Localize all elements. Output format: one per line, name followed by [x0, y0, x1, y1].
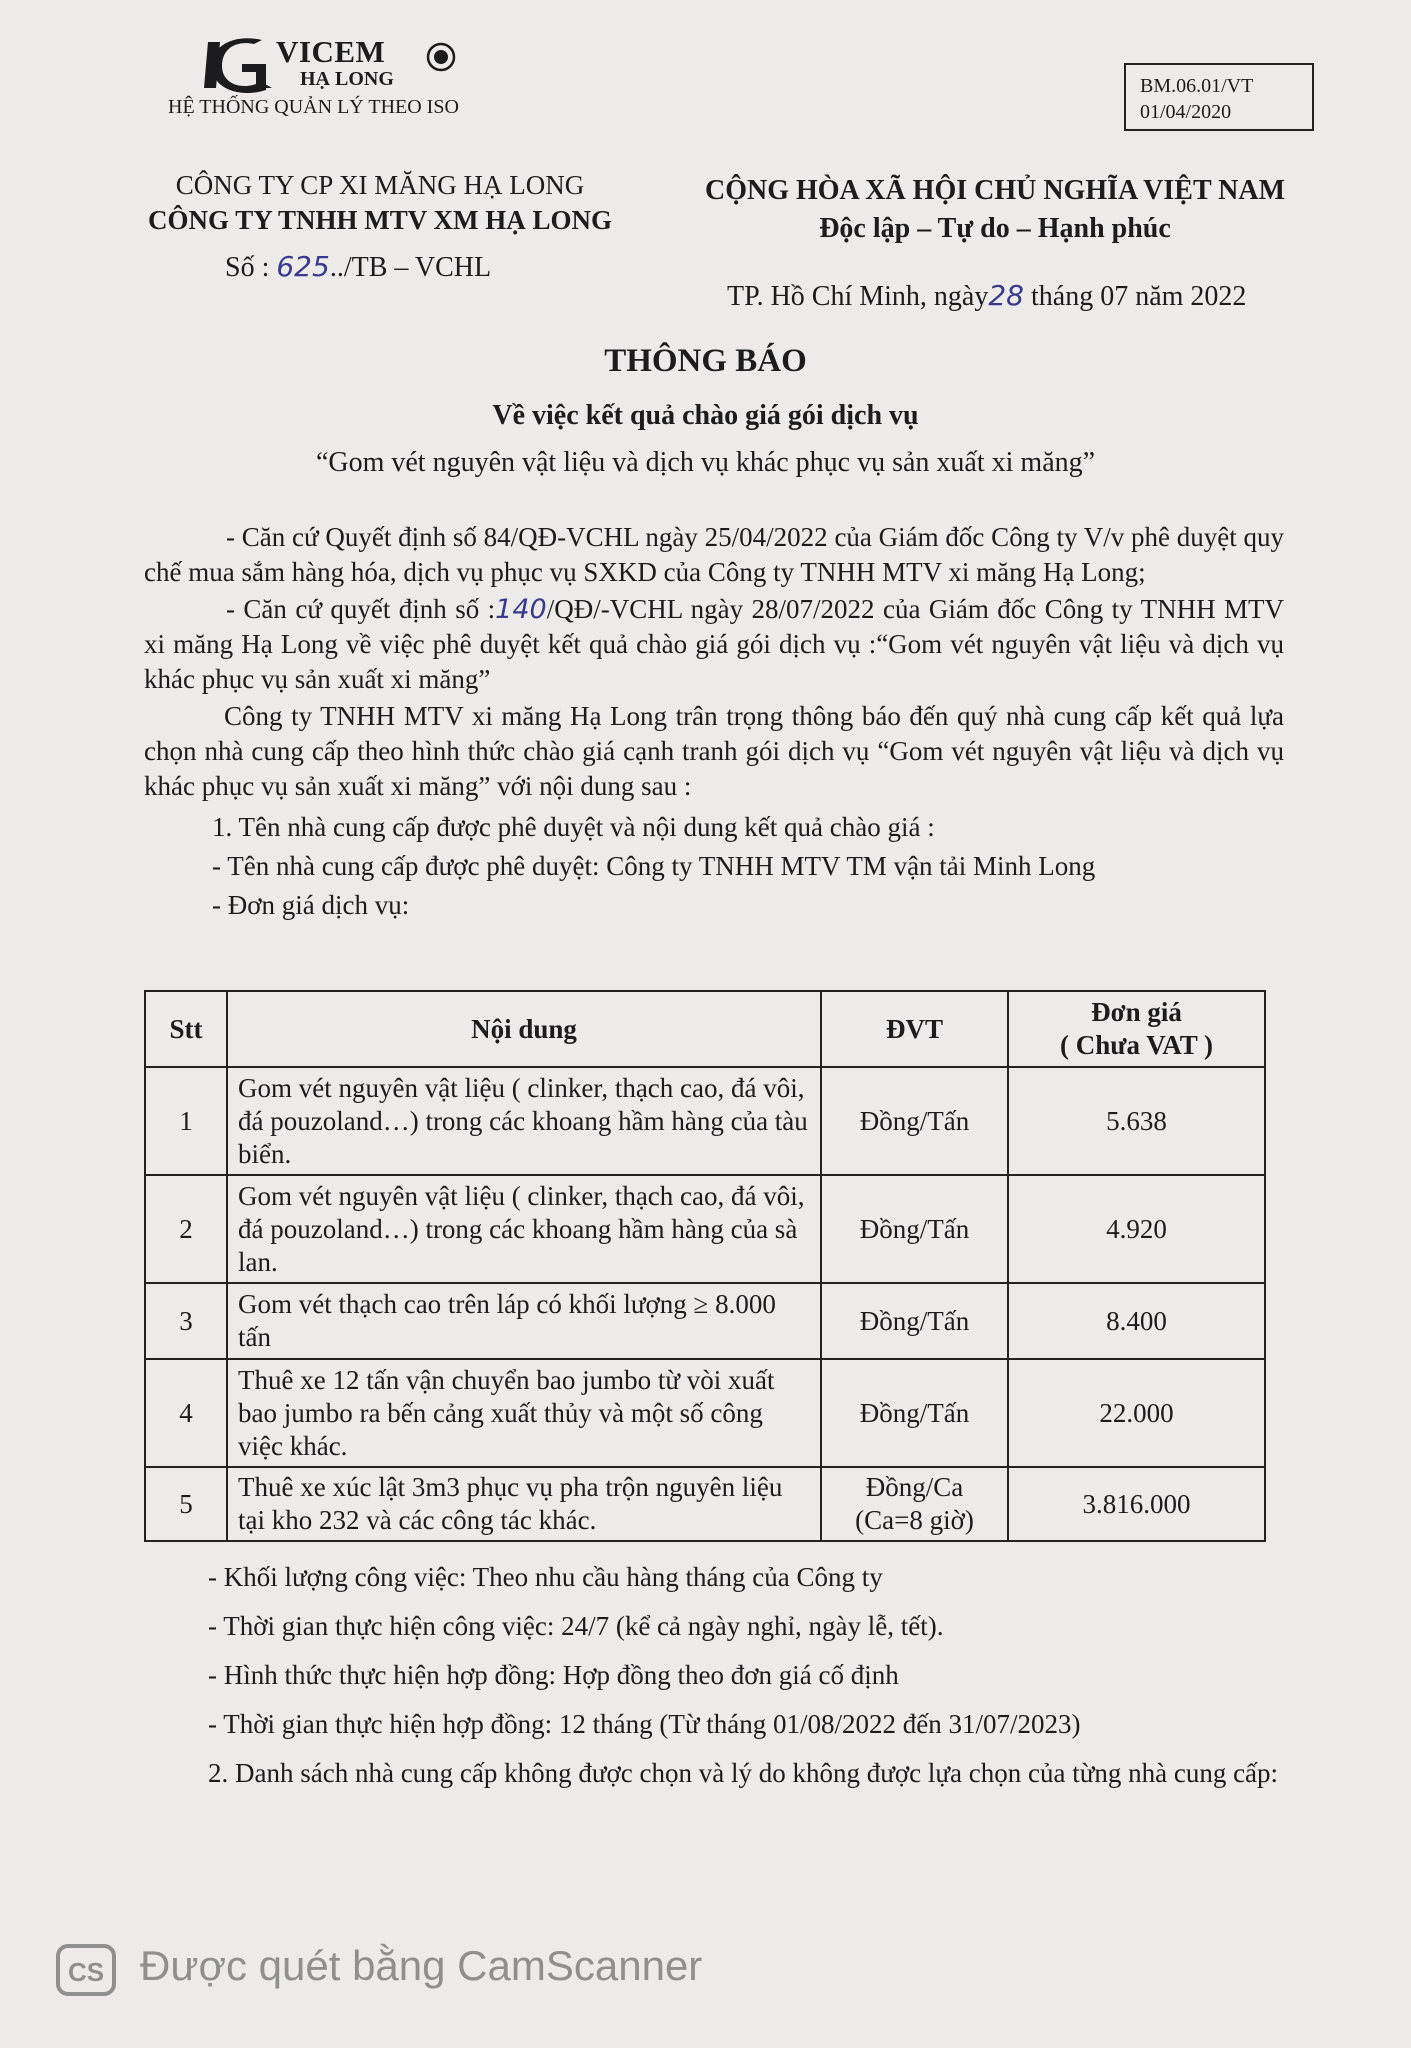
table-row	[145, 1067, 1265, 1175]
table-row	[145, 1283, 1265, 1359]
vicem-logo-icon	[202, 36, 282, 94]
cell-unit: Đồng/Ca (Ca=8 giờ)	[821, 1467, 1008, 1541]
form-date: 01/04/2020	[1140, 101, 1232, 123]
document-subject: Về việc kết quả chào giá gói dịch vụ	[492, 400, 919, 431]
package-name: “Gom vét nguyên vật liệu và dịch vụ khác phục vụ sản xuất xi măng”	[315, 447, 1096, 478]
cell-content: Thuê xe 12 tấn vận chuyển bao jumbo từ vòi xuất bao jumbo ra bến cảng xuất thủy và một số công việc khác.	[227, 1359, 821, 1467]
cell-unit: Đồng/Tấn	[821, 1359, 1008, 1467]
doc-no-suffix: ../TB – VCHL	[329, 252, 492, 283]
cell-content: Gom vét thạch cao trên láp có khối lượng ≥ 8.000 tấn	[227, 1283, 821, 1359]
work-time: - Thời gian thực hiện công việc: 24/7 (kể cả ngày nghỉ, ngày lễ, tết).	[208, 1611, 944, 1641]
cell-unit: Đồng/Tấn	[821, 1067, 1008, 1175]
company-name-2: CÔNG TY TNHH MTV XM HẠ LONG	[147, 205, 613, 235]
approved-supplier: - Tên nhà cung cấp được phê duyệt: Công ty TNHH MTV TM vận tải Minh Long	[212, 851, 1096, 881]
doc-no-prefix: Số :	[225, 252, 277, 283]
iso-system-label: HỆ THỐNG QUẢN LÝ THEO ISO	[168, 96, 459, 118]
contract-terms	[144, 1560, 1284, 1805]
cell-content: Gom vét nguyên vật liệu ( clinker, thạch cao, đá vôi, đá pouzoland…) trong các khoang hầm hàng của sà lan.	[227, 1175, 821, 1283]
contract-form: - Hình thức thực hiện hợp đồng: Hợp đồng theo đơn giá cố định	[208, 1660, 899, 1690]
logo-sub-text: HẠ LONG	[300, 68, 394, 90]
table-row	[145, 1359, 1265, 1467]
cell-price: 5.638	[1008, 1067, 1265, 1175]
paragraph-announcement: Công ty TNHH MTV xi măng Hạ Long trân trọng thông báo đến quý nhà cung cấp kết quả lựa chọn nhà cung cấp theo hình thức chào giá cạnh tranh gói dịch vụ “Gom vét nguyên vật liệu và dịch vụ khác phục vụ sản xuất xi măng” với nội dung sau :	[144, 701, 1284, 801]
issuer-header	[110, 168, 650, 238]
date-day-handwritten: 28	[988, 279, 1024, 312]
document-number	[225, 250, 491, 284]
cell-content: Thuê xe xúc lật 3m3 phục vụ pha trộn nguyên liệu tại kho 232 và các công tác khác.	[227, 1467, 821, 1541]
section-2-heading: 2. Danh sách nhà cung cấp không được chọn và lý do không được lựa chọn của từng nhà cung cấp:	[208, 1758, 1279, 1788]
nation-title: CỘNG HÒA XÃ HỘI CHỦ NGHĨA VIỆT NAM	[704, 175, 1286, 206]
col-content: Nội dung	[227, 991, 821, 1067]
camscanner-logo-icon	[56, 1944, 116, 1996]
company-name-1: CÔNG TY CP XI MĂNG HẠ LONG	[175, 170, 585, 200]
cell-stt: 3	[145, 1283, 227, 1359]
logo-brand-text: VICEM	[276, 34, 386, 69]
table-header-row	[145, 991, 1265, 1067]
unit-price-label: - Đơn giá dịch vụ:	[212, 890, 410, 920]
basis-2-start: - Căn cứ quyết định số :	[226, 594, 496, 624]
cell-content: Gom vét nguyên vật liệu ( clinker, thạch cao, đá vôi, đá pouzoland…) trong các khoang hầm hàng của tàu biển.	[227, 1067, 821, 1175]
national-header	[640, 172, 1350, 248]
table-row	[145, 1467, 1265, 1541]
company-logo	[168, 32, 488, 124]
cell-price: 22.000	[1008, 1359, 1265, 1467]
col-price	[1008, 991, 1265, 1067]
cell-unit: Đồng/Tấn	[821, 1175, 1008, 1283]
date-suffix: tháng 07 năm 2022	[1024, 281, 1247, 312]
camscanner-logo-letters: CS	[67, 1957, 105, 1987]
contract-duration: - Thời gian thực hiện hợp đồng: 12 tháng (Từ tháng 01/08/2022 đến 31/07/2023)	[208, 1709, 1081, 1739]
document-title: THÔNG BÁO	[604, 343, 807, 379]
national-motto: Độc lập – Tự do – Hạnh phúc	[819, 213, 1171, 244]
col-unit: ĐVT	[821, 991, 1008, 1067]
paragraph-basis-2	[144, 592, 1284, 697]
basis-2-end: /QĐ/-VCHL ngày 28/07/2022 của Giám đốc Công ty TNHH MTV xi măng Hạ Long về việc phê duyệt kết quả chào giá gói dịch vụ :“Gom vét nguyên vật liệu và dịch vụ khác phục vụ sản xuất xi măng”	[144, 594, 1284, 694]
issue-date	[727, 279, 1246, 313]
cell-price: 3.816.000	[1008, 1467, 1265, 1541]
cell-stt: 2	[145, 1175, 227, 1283]
cell-stt: 4	[145, 1359, 227, 1467]
table-row	[145, 1175, 1265, 1283]
date-prefix: TP. Hồ Chí Minh, ngày	[727, 281, 989, 312]
cell-price: 4.920	[1008, 1175, 1265, 1283]
cell-stt: 1	[145, 1067, 227, 1175]
col-price-line-1: Đơn giá	[1091, 997, 1182, 1027]
cell-stt: 5	[145, 1467, 227, 1541]
seal-icon	[426, 42, 456, 72]
camscanner-text: Được quét bằng CamScanner	[140, 1942, 703, 1989]
col-stt: Stt	[145, 991, 227, 1067]
form-code-box	[1124, 63, 1314, 131]
paragraph-basis-1: - Căn cứ Quyết định số 84/QĐ-VCHL ngày 25/04/2022 của Giám đốc Công ty V/v phê duyệt quy chế mua sắm hàng hóa, dịch vụ phục vụ SXKD của Công ty TNHH MTV xi măng Hạ Long;	[144, 522, 1284, 587]
form-code: BM.06.01/VT	[1140, 75, 1254, 97]
work-volume: - Khối lượng công việc: Theo nhu cầu hàng tháng của Công ty	[208, 1562, 883, 1592]
body-paragraphs	[144, 520, 1284, 923]
doc-no-handwritten: 625	[276, 250, 330, 283]
section-1-heading: 1. Tên nhà cung cấp được phê duyệt và nội dung kết quả chào giá :	[212, 812, 935, 842]
cell-price: 8.400	[1008, 1283, 1265, 1359]
price-table	[144, 990, 1266, 1542]
decision-no-handwritten: 140	[495, 594, 547, 625]
col-price-line-2: ( Chưa VAT )	[1060, 1030, 1213, 1060]
cell-unit: Đồng/Tấn	[821, 1283, 1008, 1359]
